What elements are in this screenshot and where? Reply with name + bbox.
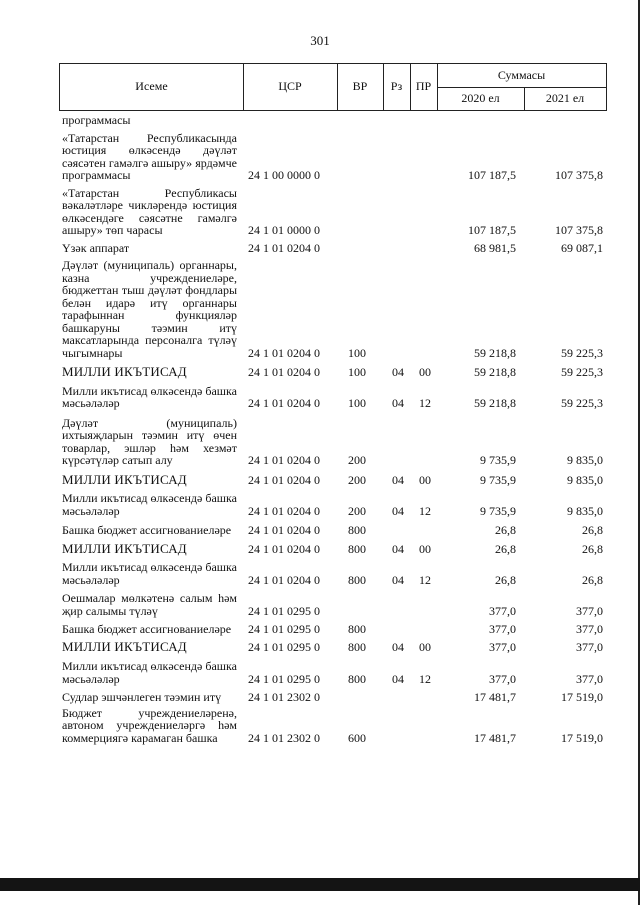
row-csr: 24 1 01 0000 0 (248, 223, 320, 237)
row-rz: 04 (392, 639, 404, 654)
row-csr: 24 1 01 0204 0 (248, 396, 320, 410)
row-sum-2021: 59 225,3 (561, 365, 603, 379)
row-name: МИЛЛИ ИКЪТИСАД (62, 638, 187, 654)
row-csr: 24 1 01 0204 0 (248, 572, 320, 587)
row-vr: 200 (348, 472, 366, 487)
row-csr: 24 1 01 0204 0 (248, 345, 320, 360)
header-pr: ПР (415, 79, 432, 93)
table-row (62, 561, 608, 589)
table-row (62, 707, 608, 748)
row-sum-2020: 9 735,9 (480, 453, 516, 467)
row-sum-2020: 377,0 (489, 671, 516, 686)
row-sum-2021: 26,8 (582, 572, 603, 587)
row-name: Милли икътисад өлкәсендә башка мәсьәләләр (62, 659, 237, 686)
table-row (62, 366, 608, 382)
row-pr: 00 (419, 472, 431, 487)
row-sum-2021: 9 835,0 (567, 472, 603, 487)
row-csr: 24 1 01 2302 0 (248, 730, 320, 745)
row-sum-2020: 377,0 (489, 622, 516, 636)
row-rz: 04 (392, 365, 404, 379)
row-name: Оешмалар мөлкәтенә салым һәм җир салымы түләү (62, 591, 237, 618)
table-header (59, 63, 607, 111)
row-name: Милли икътисад өлкәсендә башка мәсьәләләр (62, 383, 237, 410)
row-name: Дәүләт (муниципаль) ихтыяҗларын тәэмин итү өчен товарлар, эшләр һәм хезмәт күрсәтүләр сатып алу (62, 415, 237, 467)
row-sum-2020: 26,8 (495, 523, 516, 537)
row-rz: 04 (392, 472, 404, 487)
row-name: «Татарстан Республикасында юстиция өлкәсендә дәүләт сәясәтен гамәлгә ашыру» ярдәмче программасы (62, 130, 237, 182)
row-pr: 00 (419, 541, 431, 556)
row-pr: 00 (419, 639, 431, 654)
row-sum-2021: 26,8 (582, 523, 603, 537)
table-row (62, 385, 608, 413)
row-rz: 04 (392, 671, 404, 686)
table-row (62, 187, 608, 240)
row-sum-2020: 59 218,8 (474, 345, 516, 360)
row-vr: 800 (348, 622, 366, 636)
row-csr: 24 1 01 0204 0 (248, 472, 320, 487)
table-row (62, 417, 608, 470)
row-pr: 12 (419, 572, 431, 587)
table-row (62, 638, 608, 657)
row-sum-2021: 59 225,3 (561, 345, 603, 360)
row-csr: 24 1 01 0204 0 (248, 541, 320, 556)
row-sum-2020: 9 735,9 (480, 472, 516, 487)
row-sum-2020: 107 187,5 (468, 168, 516, 182)
row-sum-2020: 26,8 (495, 572, 516, 587)
row-vr: 800 (348, 639, 366, 654)
row-sum-2020: 59 218,8 (474, 396, 516, 410)
row-name: Милли икътисад өлкәсендә башка мәсьәләләр (62, 491, 237, 518)
row-vr: 200 (348, 503, 366, 518)
row-vr: 800 (348, 541, 366, 556)
row-rz: 04 (392, 503, 404, 518)
row-sum-2020: 68 981,5 (474, 240, 516, 255)
row-vr: 800 (348, 523, 366, 537)
row-sum-2021: 107 375,8 (555, 223, 603, 237)
table-body (62, 114, 608, 747)
row-vr: 100 (348, 365, 366, 379)
table-row (62, 623, 608, 639)
table-row (62, 492, 608, 520)
row-pr: 12 (419, 503, 431, 518)
row-vr: 600 (348, 730, 366, 745)
row-sum-2021: 9 835,0 (567, 453, 603, 467)
row-csr: 24 1 01 0295 0 (248, 603, 320, 618)
row-sum-2020: 107 187,5 (468, 223, 516, 237)
row-sum-2021: 17 519,0 (561, 690, 603, 704)
row-sum-2021: 69 087,1 (561, 240, 603, 255)
row-sum-2020: 59 218,8 (474, 365, 516, 379)
row-name: Судлар эшчәнлеген тәэмин итү (62, 690, 222, 704)
row-name: Башка бюджет ассигнованиеләре (62, 622, 232, 636)
table-row (62, 660, 608, 688)
row-name: Дәүләт (муниципаль) органнары, казна учреждениеләре, бюджеттан тыш дәүләт фондлары белән идарә итү органнары тарафыннан функцияләр башкаруны тәэмин итү максатларында персоналга түләү чыгымнары (62, 258, 237, 360)
table-row (62, 592, 608, 620)
table-row (62, 242, 608, 258)
row-name: Башка бюджет ассигнованиеләре (62, 523, 232, 537)
row-sum-2021: 107 375,8 (555, 168, 603, 182)
header-vr: ВР (352, 79, 368, 93)
row-vr: 200 (348, 453, 366, 467)
row-vr: 800 (348, 572, 366, 587)
row-sum-2021: 26,8 (582, 541, 603, 556)
table-row (62, 114, 608, 130)
row-name: Милли икътисад өлкәсендә башка мәсьәләләр (62, 560, 237, 587)
row-csr: 24 1 01 0295 0 (248, 639, 320, 654)
header-divider (437, 87, 606, 88)
row-csr: 24 1 01 0204 0 (248, 365, 320, 379)
row-sum-2020: 17 481,7 (474, 690, 516, 704)
page-number: 301 (310, 33, 330, 48)
row-name: МИЛЛИ ИКЪТИСАД (62, 540, 187, 556)
header-year-2021: 2021 ел (545, 91, 585, 105)
row-name: МИЛЛИ ИКЪТИСАД (62, 471, 187, 487)
row-sum-2020: 9 735,9 (480, 503, 516, 518)
row-vr: 100 (348, 396, 366, 410)
row-csr: 24 1 01 0204 0 (248, 503, 320, 518)
table-row (62, 471, 608, 490)
row-name: МИЛЛИ ИКЪТИСАД (62, 364, 187, 379)
header-year-2020: 2020 ел (461, 91, 500, 105)
table-row (62, 259, 608, 362)
row-pr: 00 (419, 365, 431, 379)
row-name: программасы (62, 113, 131, 127)
row-csr: 24 1 00 0000 0 (248, 168, 320, 182)
row-csr: 24 1 01 0295 0 (248, 671, 320, 686)
row-sum-2021: 377,0 (576, 603, 603, 618)
table-row (62, 540, 608, 559)
row-name: Бюджет учреждениеләренә, автоном учреждениеләргә һәм коммерциягә карамаган башка (62, 705, 237, 745)
row-csr: 24 1 01 0295 0 (248, 622, 320, 636)
row-vr: 800 (348, 671, 366, 686)
row-sum-2020: 377,0 (489, 639, 516, 654)
table-row (62, 691, 608, 707)
header-csr: ЦСР (278, 79, 302, 93)
row-sum-2020: 377,0 (489, 603, 516, 618)
row-csr: 24 1 01 2302 0 (248, 690, 320, 704)
row-sum-2021: 59 225,3 (561, 396, 603, 410)
row-csr: 24 1 01 0204 0 (248, 453, 320, 467)
row-csr: 24 1 01 0204 0 (248, 240, 320, 255)
header-sums: Суммасы (497, 68, 546, 82)
row-sum-2020: 17 481,7 (474, 730, 516, 745)
row-vr: 100 (348, 345, 366, 360)
row-csr: 24 1 01 0204 0 (248, 523, 320, 537)
row-pr: 12 (419, 396, 431, 410)
row-sum-2020: 26,8 (495, 541, 516, 556)
row-name: «Татарстан Республикасы вәкаләтләре чикләрендә юстиция өлкәсендәге сәясәтне гамәлгә ашыру» төп чарасы (62, 185, 237, 237)
row-sum-2021: 377,0 (576, 639, 603, 654)
row-sum-2021: 377,0 (576, 622, 603, 636)
row-rz: 04 (392, 396, 404, 410)
row-name: Үзәк аппарат (62, 240, 130, 255)
row-rz: 04 (392, 541, 404, 556)
table-row (62, 132, 608, 185)
header-name: Исеме (135, 79, 168, 93)
table-row (62, 524, 608, 540)
row-pr: 12 (419, 671, 431, 686)
header-rz: Рз (390, 79, 403, 93)
scan-border (0, 878, 640, 891)
row-sum-2021: 17 519,0 (561, 730, 603, 745)
row-rz: 04 (392, 572, 404, 587)
row-sum-2021: 9 835,0 (567, 503, 603, 518)
row-sum-2021: 377,0 (576, 671, 603, 686)
